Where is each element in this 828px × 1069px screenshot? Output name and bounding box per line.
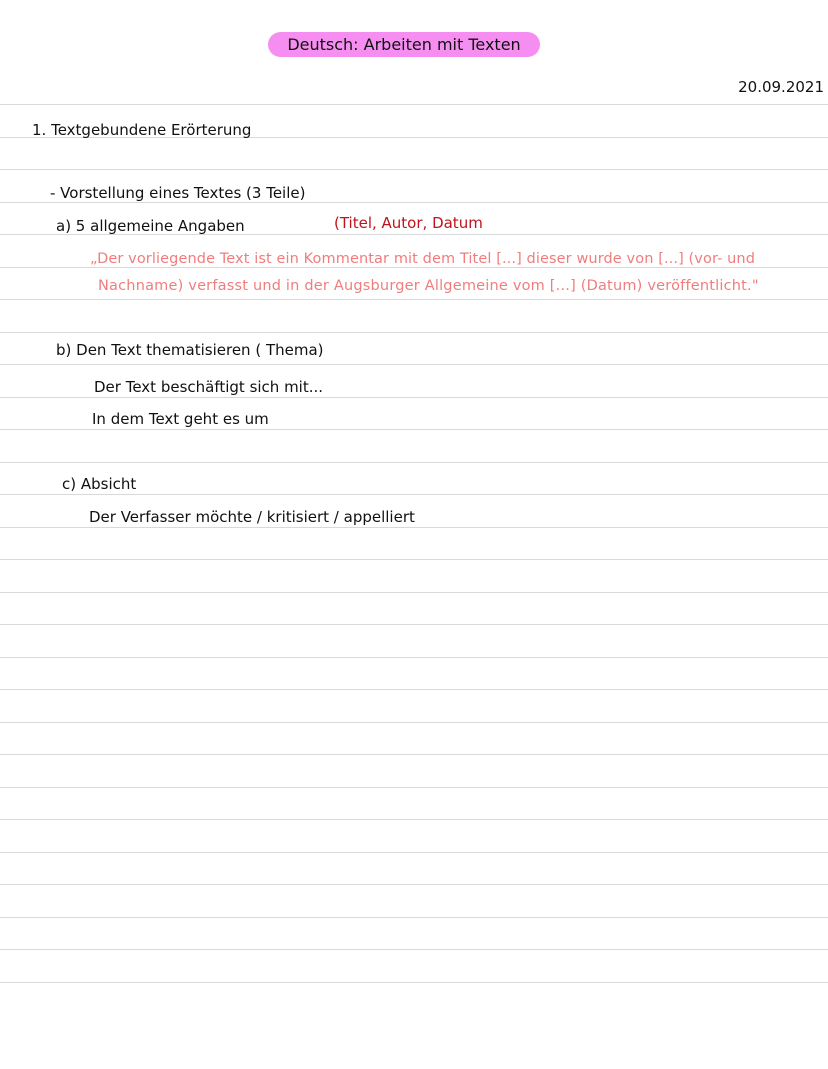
ruled-line <box>0 169 828 170</box>
ruled-line <box>0 397 828 398</box>
item-c-line-1: Der Verfasser möchte / kritisiert / appelliert <box>89 508 415 526</box>
ruled-line <box>0 657 828 658</box>
ruled-line <box>0 527 828 528</box>
section-heading: 1. Textgebundene Erörterung <box>32 121 252 139</box>
ruled-line <box>0 104 828 105</box>
ruled-line <box>0 462 828 463</box>
ruled-line <box>0 299 828 300</box>
ruled-line <box>0 884 828 885</box>
ruled-line <box>0 689 828 690</box>
ruled-line <box>0 494 828 495</box>
subheading: - Vorstellung eines Textes (3 Teile) <box>50 184 306 202</box>
ruled-line <box>0 852 828 853</box>
ruled-line <box>0 917 828 918</box>
item-b-label: b) Den Text thematisieren ( Thema) <box>56 341 324 359</box>
item-a-label: a) 5 allgemeine Angaben <box>56 217 245 235</box>
ruled-line <box>0 819 828 820</box>
ruled-line <box>0 949 828 950</box>
ruled-line <box>0 429 828 430</box>
ruled-line <box>0 332 828 333</box>
item-b-line-1: Der Text beschäftigt sich mit... <box>94 378 324 396</box>
item-b-line-2: In dem Text geht es um <box>92 410 269 428</box>
ruled-line <box>0 364 828 365</box>
ruled-line <box>0 787 828 788</box>
page-title: Deutsch: Arbeiten mit Texten <box>268 32 540 57</box>
item-a-quote-line-2: Nachname) verfasst und in der Augsburger Allgemeine vom [...] (Datum) veröffentlicht." <box>98 278 759 294</box>
ruled-line <box>0 982 828 983</box>
ruled-line <box>0 559 828 560</box>
ruled-line <box>0 202 828 203</box>
ruled-line <box>0 722 828 723</box>
item-c-label: c) Absicht <box>62 475 137 493</box>
item-a-quote-line-1: „Der vorliegende Text ist ein Kommentar mit dem Titel [...] dieser wurde von [...] (vor- und <box>90 251 756 267</box>
date: 20.09.2021 <box>738 78 824 96</box>
ruled-line <box>0 267 828 268</box>
ruled-line <box>0 592 828 593</box>
ruled-line <box>0 624 828 625</box>
ruled-line <box>0 754 828 755</box>
item-a-note: (Titel, Autor, Datum <box>334 214 483 232</box>
